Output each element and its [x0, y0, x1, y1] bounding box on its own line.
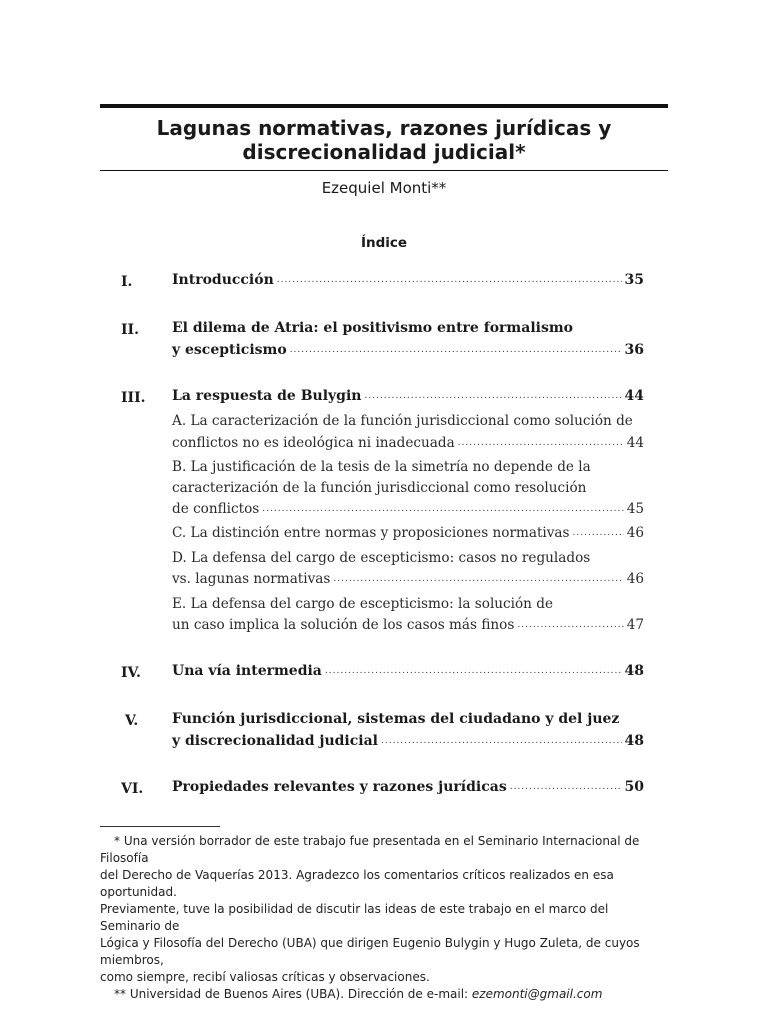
toc-sub-b-text-1: B. La justificación de la tesis de la simetría no depende de la — [172, 459, 591, 475]
toc-leader — [364, 386, 621, 402]
toc-entry-5-line-1[interactable] — [172, 711, 644, 733]
toc-entry-6-text: Propiedades relevantes y razones jurídicas — [172, 779, 507, 795]
toc-leader — [290, 340, 622, 356]
toc-number-4: IV. — [121, 665, 141, 681]
toc-sub-b-text-3: de conflictos — [172, 501, 260, 517]
toc-leader — [517, 615, 623, 631]
toc-sub-a-line-2[interactable] — [172, 435, 644, 457]
toc-number-3: III. — [121, 390, 146, 406]
toc-entry-6-page: 50 — [624, 779, 644, 795]
toc-sub-d-text-1: D. La defensa del cargo de escepticismo: casos no regulados — [172, 550, 591, 566]
toc-sub-c-text-1: C. La distinción entre normas y proposiciones normativas — [172, 525, 570, 541]
toc-entry-1-page: 35 — [624, 272, 644, 288]
toc-sub-b-line-3[interactable] — [172, 501, 644, 523]
index-heading: Índice — [360, 235, 408, 251]
toc-sub-e-text-1: E. La defensa del cargo de escepticismo: la solución de — [172, 596, 554, 612]
toc-number-5: V. — [125, 713, 139, 729]
toc-entry-2-page: 36 — [624, 342, 644, 358]
top-rule — [100, 104, 668, 108]
footnote-1-line-2: del Derecho de Vaquerías 2013. Agradezco los comentarios críticos realizados en esa oportunidad. — [100, 868, 614, 899]
toc-sub-d-page: 46 — [626, 571, 644, 587]
toc-leader — [510, 777, 622, 793]
toc-sub-b-text-2: caracterización de la función jurisdiccional como resolución — [172, 480, 587, 496]
toc-entry-6[interactable] — [172, 779, 644, 801]
footnote-2-email[interactable]: ezemonti@gmail.com — [471, 987, 603, 1001]
footnote-1-line-5: como siempre, recibí valiosas críticas y observaciones. — [100, 970, 430, 984]
title-rule — [100, 170, 668, 171]
toc-sub-a-page: 44 — [626, 435, 644, 451]
author-name: Ezequiel Monti** — [321, 179, 447, 197]
footnote-rule — [100, 826, 220, 827]
toc-number-1: I. — [121, 274, 133, 290]
toc-sub-b-page: 45 — [626, 501, 644, 517]
toc-leader — [325, 661, 622, 677]
toc-entry-2-line-2[interactable] — [172, 342, 644, 364]
article-title — [100, 116, 668, 164]
toc-entry-3-text: La respuesta de Bulygin — [172, 388, 362, 404]
toc-entry-2-text-1: El dilema de Atria: el positivismo entre formalismo — [172, 320, 573, 336]
toc-leader — [333, 569, 623, 585]
toc-sub-c-line-1[interactable] — [172, 525, 644, 547]
toc-entry-2-text-2: y escepticismo — [172, 342, 287, 358]
toc-entry-2-line-1[interactable] — [172, 320, 644, 342]
footnote-1-line-4: Lógica y Filosofía del Derecho (UBA) que dirigen Eugenio Bulygin y Hugo Zuleta, de cuyos miembros, — [100, 936, 640, 967]
toc-sub-d-line-2[interactable] — [172, 571, 644, 593]
toc-entry-5-page: 48 — [624, 733, 644, 749]
toc-sub-a-line-1[interactable] — [172, 413, 644, 435]
toc-leader — [573, 523, 624, 539]
toc-entry-4-text: Una vía intermedia — [172, 663, 322, 679]
toc-entry-5-text-1: Función jurisdiccional, sistemas del ciudadano y del juez — [172, 711, 620, 727]
toc-sub-e-line-2[interactable] — [172, 617, 644, 639]
toc-entry-5-text-2: y discrecionalidad judicial — [172, 733, 378, 749]
toc-number-2: II. — [121, 322, 139, 338]
toc-number-6: VI. — [121, 781, 144, 797]
toc-sub-e-page: 47 — [626, 617, 644, 633]
footnote-2 — [100, 986, 672, 1003]
toc-leader — [262, 499, 623, 515]
toc-entry-1-text: Introducción — [172, 272, 274, 288]
toc-entry-1[interactable] — [172, 272, 644, 294]
toc-leader — [381, 731, 622, 747]
footnote-1-line-1: * Una versión borrador de este trabajo fue presentada en el Seminario Internacional de Filosofía — [100, 834, 640, 865]
toc-sub-a-text-1: A. La caracterización de la función jurisdiccional como solución de — [172, 413, 633, 429]
footnote-1-line-3: Previamente, tuve la posibilidad de discutir las ideas de este trabajo en el marco del Seminario de — [100, 902, 609, 933]
toc-entry-5-line-2[interactable] — [172, 733, 644, 755]
toc-sub-b-line-1[interactable] — [172, 459, 644, 481]
toc-entry-4-page: 48 — [624, 663, 644, 679]
toc-entry-4[interactable] — [172, 663, 644, 685]
title-line-1: Lagunas normativas, razones jurídicas y — [156, 116, 612, 140]
footnote-2-text: ** Universidad de Buenos Aires (UBA). Dirección de e-mail: — [114, 987, 472, 1001]
toc-entry-3-page: 44 — [624, 388, 644, 404]
toc-sub-a-text-2: conflictos no es ideológica ni inadecuada — [172, 435, 455, 451]
toc-sub-c-page: 46 — [626, 525, 644, 541]
footnotes — [100, 833, 672, 1003]
toc-entry-3[interactable] — [172, 388, 644, 410]
toc-leader — [458, 433, 624, 449]
toc-sub-d-text-2: vs. lagunas normativas — [172, 571, 331, 587]
title-line-2: discrecionalidad judicial* — [242, 140, 526, 164]
toc-sub-e-text-2: un caso implica la solución de los casos más finos — [172, 617, 515, 633]
toc-leader — [277, 270, 622, 286]
